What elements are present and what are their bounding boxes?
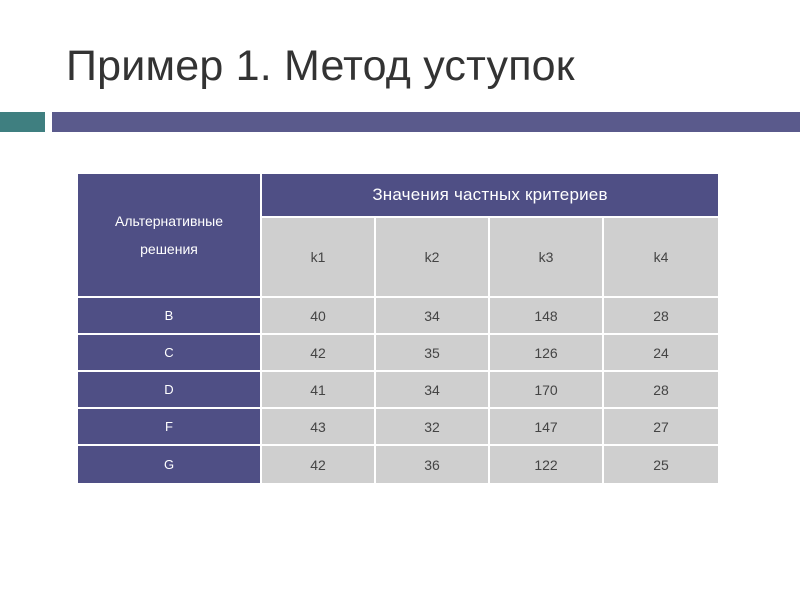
- criterion-header-k3: k3: [490, 218, 604, 298]
- value-cell: 35: [376, 335, 490, 372]
- value-cell: 43: [262, 409, 376, 446]
- row-label: G: [78, 446, 262, 483]
- criteria-table: [78, 174, 718, 483]
- value-cell: 42: [262, 446, 376, 483]
- row-label: D: [78, 372, 262, 409]
- accent-bar-purple: [52, 112, 800, 132]
- table-row: [78, 335, 718, 372]
- slide-title: Пример 1. Метод уступок: [66, 42, 575, 90]
- value-cell: 24: [604, 335, 718, 372]
- value-cell: 28: [604, 372, 718, 409]
- value-cell: 41: [262, 372, 376, 409]
- value-cell: 34: [376, 372, 490, 409]
- value-cell: 170: [490, 372, 604, 409]
- alternatives-header-line2: решения: [140, 241, 198, 257]
- value-cell: 147: [490, 409, 604, 446]
- row-label: B: [78, 298, 262, 335]
- accent-bar-teal: [0, 112, 45, 132]
- value-cell: 34: [376, 298, 490, 335]
- table-header-row: [78, 174, 718, 218]
- value-cell: 36: [376, 446, 490, 483]
- row-label: C: [78, 335, 262, 372]
- criteria-group-header: Значения частных критериев: [262, 174, 718, 218]
- criterion-header-k1: k1: [262, 218, 376, 298]
- value-cell: 122: [490, 446, 604, 483]
- table-row: [78, 372, 718, 409]
- value-cell: 27: [604, 409, 718, 446]
- value-cell: 126: [490, 335, 604, 372]
- table-row: [78, 446, 718, 483]
- value-cell: 32: [376, 409, 490, 446]
- table-row: [78, 409, 718, 446]
- value-cell: 25: [604, 446, 718, 483]
- value-cell: 28: [604, 298, 718, 335]
- alternatives-header: [78, 174, 262, 298]
- row-label: F: [78, 409, 262, 446]
- value-cell: 40: [262, 298, 376, 335]
- criterion-header-k2: k2: [376, 218, 490, 298]
- value-cell: 42: [262, 335, 376, 372]
- table-row: [78, 298, 718, 335]
- value-cell: 148: [490, 298, 604, 335]
- criterion-header-k4: k4: [604, 218, 718, 298]
- alternatives-header-line1: Альтернативные: [115, 213, 223, 229]
